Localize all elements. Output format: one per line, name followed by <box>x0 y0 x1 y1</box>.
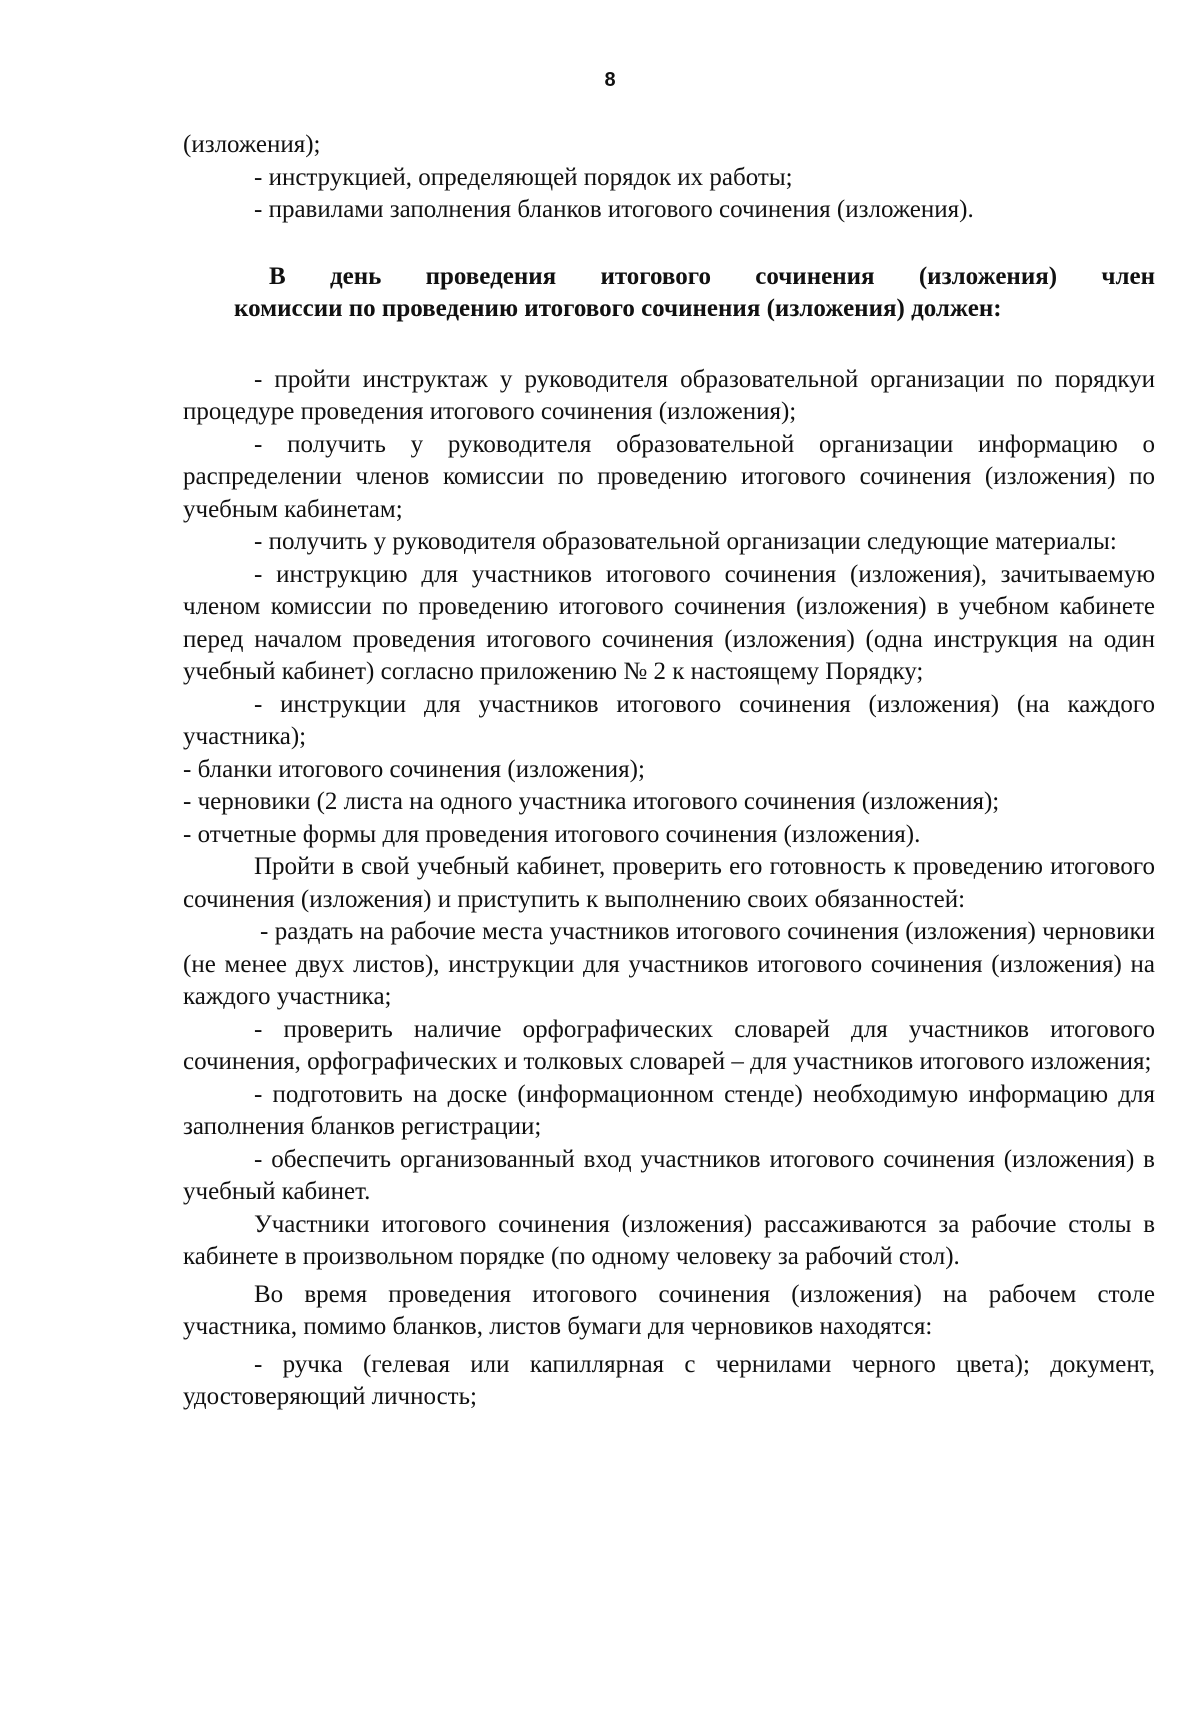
list-item-instruction: - инструкцией, определяющей порядок их работы; <box>254 163 793 191</box>
section-heading-line-1: В день проведения итогового сочинения (изложения) член <box>269 262 1155 290</box>
section-heading-line-2: комиссии по проведению итогового сочинения (изложения) должен: <box>234 295 1002 322</box>
paragraph-go-to-room: Пройти в свой учебный кабинет, проверить его готовность к проведению итогового сочинения (изложения) и приступить к выполнению своих обязанностей: <box>183 853 1155 913</box>
list-item-receive-materials: - получить у руководителя образовательной организации следующие материалы: <box>254 528 1117 555</box>
list-item-rules: - правилами заполнения бланков итогового сочинения (изложения). <box>254 196 974 223</box>
paragraph-continuation: (изложения); <box>183 131 321 158</box>
list-item-check-dictionaries: - проверить наличие орфографических словарей для участников итогового сочинения, орфографических и толковых словарей – для участников итогового изложения; <box>183 1015 1155 1075</box>
list-item-distribution-info: - получить у руководителя образовательной организации информацию о распределении членов комиссии по проведению итогового сочинения (изложения) по учебным кабинетам; <box>183 430 1155 523</box>
list-item-organized-entry: - обеспечить организованный вход участников итогового сочинения (изложения) в учебный кабинет. <box>183 1145 1155 1205</box>
paragraph-desk-items: Во время проведения итогового сочинения (изложения) на рабочем столе участника, помимо бланков, листов бумаги для черновиков находятся: <box>183 1280 1155 1340</box>
list-item-distribute-materials: - раздать на рабочие места участников итогового сочинения (изложения) черновики (не менее двух листов), инструкции для участников итогового сочинения (изложения) на каждого участника; <box>183 918 1155 1010</box>
list-item-drafts: - черновики (2 листа на одного участника итогового сочинения (изложения); <box>183 788 1000 815</box>
paragraph-seating: Участники итогового сочинения (изложения) рассаживаются за рабочие столы в кабинете в произвольном порядке (по одному человеку за рабочий стол). <box>183 1210 1155 1270</box>
page-number: 8 <box>604 69 616 91</box>
list-item-briefing: - пройти инструктаж у руководителя образовательной организации по порядкуи процедуре проведения итогового сочинения (изложения); <box>183 365 1155 425</box>
list-item-participant-instruction-read: - инструкцию для участников итогового сочинения (изложения), зачитываемую членом комиссии по проведению итогового сочинения (изложения) в учебном кабинете перед началом проведения итогового сочинения (изложения) (одна инструкция на один учебный кабинет) согласно приложению № 2 к настоящему Порядку; <box>183 560 1155 685</box>
list-item-forms: - бланки итогового сочинения (изложения); <box>183 755 645 783</box>
list-item-prepare-board: - подготовить на доске (информационном стенде) необходимую информацию для заполнения бланков регистрации; <box>183 1080 1155 1140</box>
document-body <box>183 129 1155 1414</box>
section-heading <box>183 261 1155 326</box>
list-item-participant-instructions: - инструкции для участников итогового сочинения (изложения) (на каждого участника); <box>183 690 1155 750</box>
list-item-pen-and-id: - ручка (гелевая или капиллярная с чернилами черного цвета); документ, удостоверяющий личность; <box>183 1350 1155 1410</box>
list-item-report-forms: - отчетные формы для проведения итогового сочинения (изложения). <box>183 820 921 848</box>
